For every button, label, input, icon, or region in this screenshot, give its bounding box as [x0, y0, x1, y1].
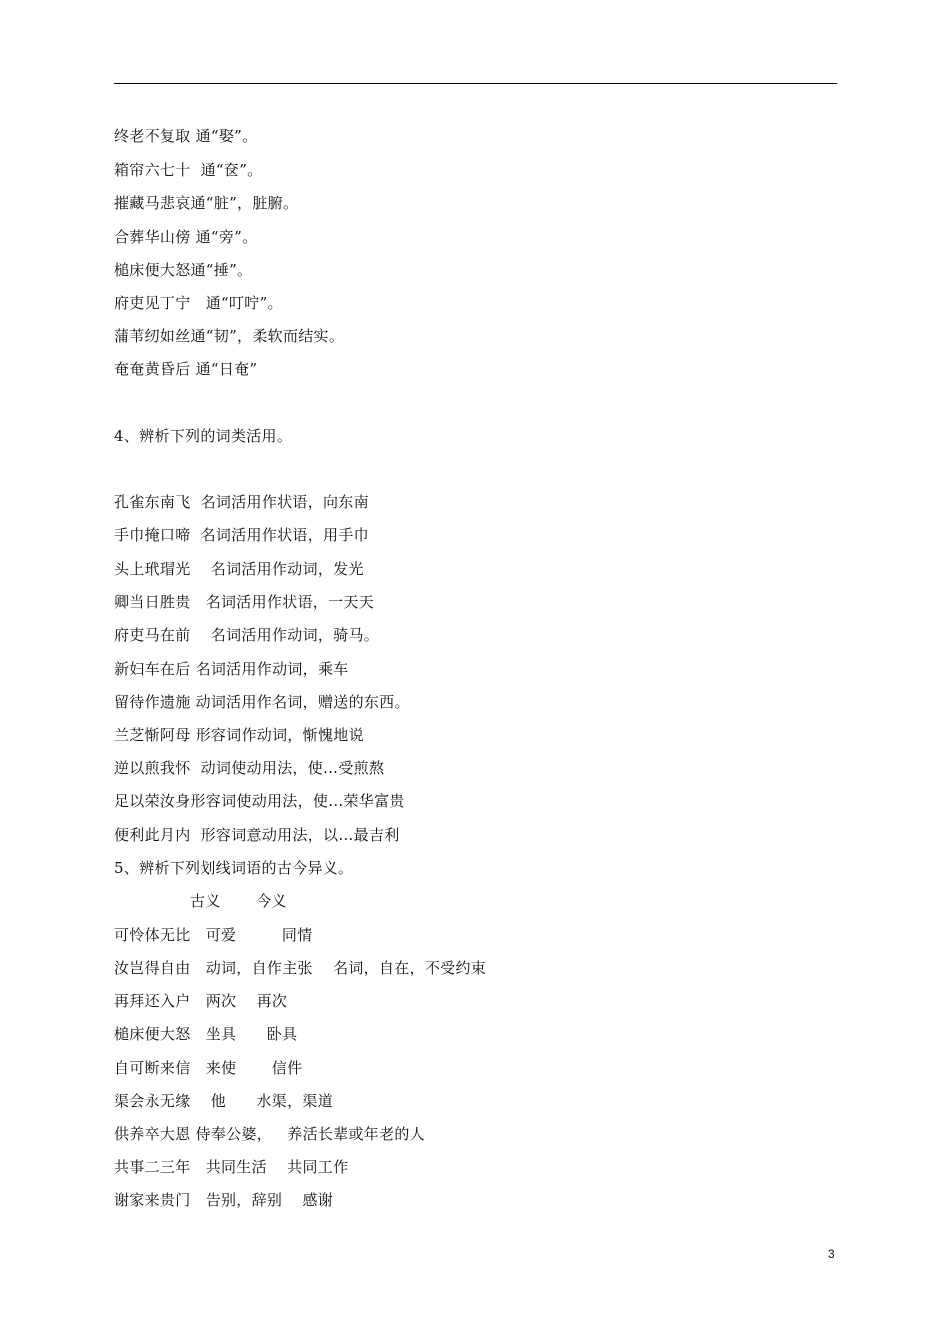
- text-line: 槌床便大怒通“捶”。: [114, 261, 253, 279]
- text-line: 共事二三年 共同生活 共同工作: [114, 1158, 349, 1176]
- text-line: 新妇车在后 名词活用作动词，乘车: [114, 660, 349, 678]
- text-line: 逆以煎我怀 动词使动用法，使…受煎熬: [114, 759, 385, 777]
- text-line: 终老不复取 通“娶”。: [114, 127, 258, 145]
- section-heading: 5、辨析下列划线词语的古今异义。: [114, 859, 354, 877]
- text-line: 渠会永无缘 他 水渠，渠道: [114, 1092, 333, 1110]
- text-line: 足以荣汝身形容词使动用法，使…荣华富贵: [114, 792, 405, 810]
- text-line: 便利此月内 形容词意动用法，以…最吉利: [114, 826, 400, 844]
- section-heading: 4、辨析下列的词类活用。: [114, 427, 293, 445]
- text-line: 自可断来信 来使 信件: [114, 1059, 303, 1077]
- text-line: 蒲苇纫如丝通“韧”，柔软而结实。: [114, 327, 345, 345]
- text-line: 手巾掩口啼 名词活用作状语，用手巾: [114, 526, 369, 544]
- text-line: 孔雀东南飞 名词活用作状语，向东南: [114, 493, 369, 511]
- text-line: 兰芝惭阿母 形容词作动词，惭愧地说: [114, 726, 364, 744]
- text-line: 留待作遗施 动词活用作名词，赠送的东西。: [114, 693, 410, 711]
- text-line: 供养卒大恩 侍奉公婆， 养活长辈或年老的人: [114, 1125, 425, 1143]
- column-header: 古义 今义: [114, 892, 287, 910]
- header-rule: [114, 83, 837, 84]
- text-line: 箱帘六七十 通“奁”。: [114, 161, 263, 179]
- text-line: 奄奄黄昏后 通“日奄”: [114, 360, 258, 378]
- text-line: 谢家来贵门 告别，辞别 感谢: [114, 1191, 334, 1209]
- page-number: 3: [828, 1247, 835, 1261]
- text-line: 头上玳瑁光 名词活用作动词，发光: [114, 560, 364, 578]
- text-line: 摧藏马悲哀通“脏”，脏腑。: [114, 194, 299, 212]
- text-line: 合葬华山傍 通“旁”。: [114, 228, 258, 246]
- text-line: 府吏见丁宁 通“叮咛”。: [114, 294, 283, 312]
- text-line: 槌床便大怒 坐具 卧具: [114, 1025, 298, 1043]
- text-line: 府吏马在前 名词活用作动词，骑马。: [114, 626, 380, 644]
- text-line: 再拜还入户 两次 再次: [114, 992, 288, 1010]
- text-line: 卿当日胜贵 名词活用作状语，一天天: [114, 593, 375, 611]
- text-line: 汝岂得自由 动词，自作主张 名词，自在，不受约束: [114, 959, 487, 977]
- text-line: 可怜体无比 可爱 同情: [114, 926, 313, 944]
